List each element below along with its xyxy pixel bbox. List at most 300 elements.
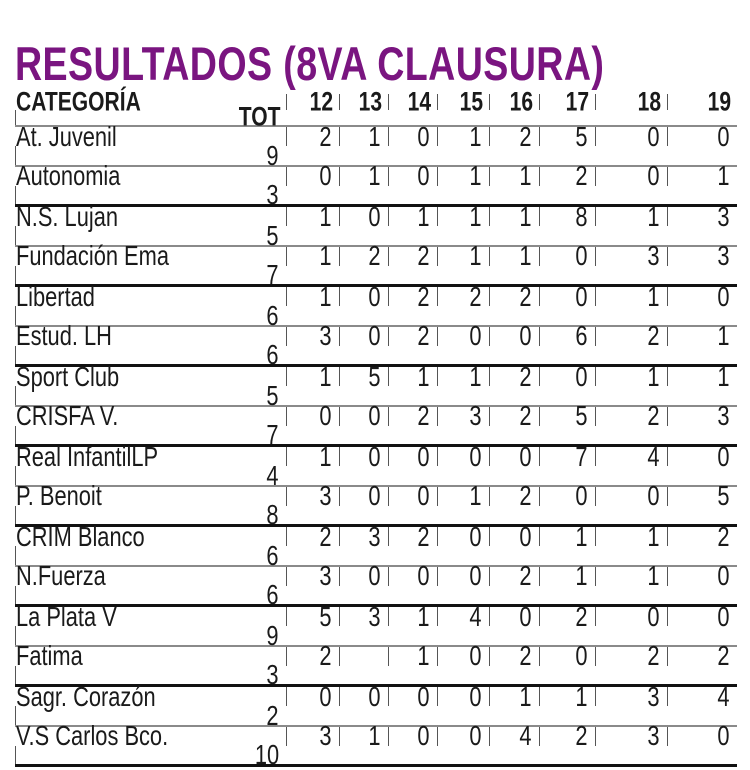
score-cell [286, 600, 339, 632]
score-cell-text: 3 [368, 600, 381, 632]
total-cell-text: 3 [266, 658, 279, 690]
team-name-text: N.Fuerza [16, 560, 106, 592]
score-cell [595, 600, 667, 632]
score-cell-text: 2 [319, 640, 332, 672]
team-name [15, 400, 286, 432]
team-name-text: CRIM Blanco [16, 520, 145, 552]
score-cell [339, 520, 388, 552]
table-row [15, 600, 737, 651]
score-cell [539, 280, 595, 312]
score-cell-text: 1 [647, 560, 660, 592]
score-cell-text: 2 [417, 240, 430, 272]
score-cell-text: 2 [469, 280, 482, 312]
score-cell-text: 0 [319, 160, 332, 192]
score-cell [388, 640, 437, 672]
team-name-text: Sagr. Corazón [16, 680, 156, 712]
score-cell-text: 0 [519, 520, 532, 552]
score-cell [437, 240, 489, 272]
total-cell-text: 6 [266, 578, 279, 610]
score-cell [437, 200, 489, 232]
score-cell-text: 0 [717, 560, 730, 592]
total-cell-text: 5 [266, 219, 279, 251]
score-cell [489, 560, 539, 592]
team-name-text: Autonomia [16, 160, 121, 192]
score-cell-text: 0 [575, 480, 588, 512]
score-cell-text: 3 [717, 200, 730, 232]
score-cell-text: 7 [575, 440, 588, 472]
score-cell-text: 1 [575, 560, 588, 592]
header-col-17-text: 17 [565, 86, 589, 117]
score-cell [595, 360, 667, 392]
score-cell [667, 200, 737, 232]
score-cell [339, 280, 388, 312]
score-cell-text: 1 [519, 160, 532, 192]
header-col-15 [437, 86, 489, 117]
team-name-text: CRISFA V. [16, 400, 119, 432]
score-cell [388, 200, 437, 232]
score-cell-text: 3 [368, 520, 381, 552]
team-name [15, 360, 286, 392]
score-cell-text: 2 [647, 320, 660, 352]
score-cell-text: 1 [319, 280, 332, 312]
score-cell [667, 240, 737, 272]
score-cell [489, 120, 539, 152]
score-cell [539, 360, 595, 392]
team-name [15, 480, 286, 512]
team-name-text: P. Benoit [16, 480, 102, 512]
score-cell [489, 240, 539, 272]
header-col-17 [539, 86, 595, 117]
header-col-16 [489, 86, 539, 117]
score-cell [489, 280, 539, 312]
score-cell-text: 2 [519, 640, 532, 672]
score-cell [595, 680, 667, 712]
score-cell-text: 0 [368, 280, 381, 312]
score-cell [286, 240, 339, 272]
score-cell [388, 720, 437, 752]
team-name-text: Sport Club [16, 360, 120, 392]
score-cell [595, 160, 667, 192]
score-cell-text: 1 [469, 160, 482, 192]
score-cell-text: 0 [319, 680, 332, 712]
score-cell-text: 2 [368, 240, 381, 272]
score-cell-text: 1 [717, 320, 730, 352]
score-cell [595, 560, 667, 592]
score-cell [286, 120, 339, 152]
score-cell-text: 3 [717, 240, 730, 272]
header-col-13-text: 13 [358, 86, 382, 117]
score-cell [667, 320, 737, 352]
score-cell-text: 2 [417, 320, 430, 352]
score-cell-text: 1 [368, 120, 381, 152]
score-cell-text: 2 [319, 120, 332, 152]
team-name-text: La Plata V [16, 600, 117, 632]
team-name [15, 440, 286, 472]
total-cell-text: 7 [266, 258, 279, 290]
score-cell-text: 3 [647, 720, 660, 752]
score-cell [489, 600, 539, 632]
score-cell [286, 400, 339, 432]
score-cell [388, 320, 437, 352]
score-cell [388, 360, 437, 392]
score-cell-text: 5 [319, 600, 332, 632]
header-col-13 [339, 86, 388, 117]
score-cell-text: 0 [368, 680, 381, 712]
header-category-text: CATEGORÍA [16, 86, 141, 117]
score-cell [489, 320, 539, 352]
score-cell [667, 600, 737, 632]
score-cell [667, 720, 737, 752]
score-cell [489, 400, 539, 432]
score-cell-text: 0 [519, 320, 532, 352]
score-cell-text: 3 [319, 480, 332, 512]
score-cell [595, 520, 667, 552]
score-cell-text: 2 [519, 400, 532, 432]
score-cell [437, 440, 489, 472]
total-cell-text: 9 [266, 139, 279, 171]
score-cell [539, 440, 595, 472]
score-cell-text: 0 [717, 280, 730, 312]
score-cell [388, 560, 437, 592]
score-cell [339, 600, 388, 632]
score-cell [339, 160, 388, 192]
score-cell [667, 560, 737, 592]
score-cell-text: 0 [717, 600, 730, 632]
score-cell [539, 320, 595, 352]
header-col-TOT-text: TOT [238, 101, 280, 132]
score-cell-text: 0 [519, 440, 532, 472]
score-cell-text: 0 [368, 480, 381, 512]
score-cell [339, 440, 388, 472]
total-cell-text: 6 [266, 299, 279, 331]
score-cell-text: 1 [319, 360, 332, 392]
score-cell [595, 200, 667, 232]
score-cell-text: 1 [417, 200, 430, 232]
score-cell-text: 0 [575, 640, 588, 672]
score-cell-text: 0 [368, 400, 381, 432]
score-cell-text: 3 [717, 400, 730, 432]
score-cell [339, 480, 388, 512]
total-cell-text: 6 [266, 539, 279, 571]
score-cell-text: 5 [575, 400, 588, 432]
header-col-19-text: 19 [707, 86, 731, 117]
score-cell [388, 480, 437, 512]
score-cell [667, 680, 737, 712]
score-cell-text: 0 [417, 160, 430, 192]
score-cell [339, 560, 388, 592]
score-cell-text: 4 [519, 720, 532, 752]
score-cell [595, 640, 667, 672]
score-cell [437, 120, 489, 152]
score-cell [539, 640, 595, 672]
score-cell-text: 1 [417, 360, 430, 392]
results-table [15, 86, 737, 770]
score-cell [437, 280, 489, 312]
score-cell-text: 1 [469, 200, 482, 232]
score-cell [339, 240, 388, 272]
score-cell [388, 680, 437, 712]
score-cell-text: 0 [717, 120, 730, 152]
score-cell [667, 360, 737, 392]
team-name-text: Real InfantilLP [16, 440, 159, 472]
score-cell [437, 400, 489, 432]
score-cell [437, 160, 489, 192]
score-cell [437, 480, 489, 512]
score-cell [286, 720, 339, 752]
score-cell [388, 400, 437, 432]
total-cell-text: 6 [266, 338, 279, 370]
header-col-18 [595, 86, 667, 117]
score-cell-text: 0 [647, 480, 660, 512]
score-cell-text: 1 [647, 520, 660, 552]
score-cell [489, 680, 539, 712]
score-cell [286, 480, 339, 512]
score-cell-text: 2 [519, 280, 532, 312]
team-name [15, 160, 286, 192]
score-cell [667, 520, 737, 552]
score-cell-text: 2 [417, 280, 430, 312]
score-cell-text: 0 [647, 600, 660, 632]
score-cell-text: 2 [575, 720, 588, 752]
score-cell-text: 0 [575, 360, 588, 392]
score-cell [286, 520, 339, 552]
score-cell-text: 2 [575, 600, 588, 632]
team-name [15, 240, 286, 272]
score-cell [595, 240, 667, 272]
score-cell-text: 0 [417, 440, 430, 472]
score-cell-text: 0 [469, 320, 482, 352]
team-name-text: Estud. LH [16, 320, 112, 352]
team-name [15, 320, 286, 352]
score-cell-text: 5 [368, 360, 381, 392]
score-cell-text: 3 [319, 560, 332, 592]
score-cell-text: 2 [519, 560, 532, 592]
score-cell-text: 2 [417, 520, 430, 552]
score-cell-text: 0 [469, 520, 482, 552]
total-cell-text: 7 [266, 418, 279, 450]
team-name [15, 600, 286, 632]
score-cell-text: 1 [717, 160, 730, 192]
score-cell [539, 680, 595, 712]
score-cell-text: 1 [417, 600, 430, 632]
score-cell [437, 640, 489, 672]
score-cell-text: 1 [647, 360, 660, 392]
score-cell [437, 680, 489, 712]
header-col-12-text: 12 [309, 86, 333, 117]
score-cell [286, 640, 339, 672]
score-cell [388, 160, 437, 192]
score-cell [539, 240, 595, 272]
score-cell [539, 600, 595, 632]
score-cell [339, 200, 388, 232]
score-cell [595, 480, 667, 512]
team-name-text: Fundación Ema [16, 240, 169, 272]
score-cell-text: 1 [368, 160, 381, 192]
score-cell [339, 120, 388, 152]
score-cell-text: 1 [469, 120, 482, 152]
score-cell [388, 240, 437, 272]
score-cell [595, 320, 667, 352]
score-cell [339, 320, 388, 352]
score-cell [489, 640, 539, 672]
score-cell-text: 0 [519, 600, 532, 632]
score-cell-text: 3 [319, 720, 332, 752]
score-cell-text: 3 [647, 680, 660, 712]
score-cell-text: 2 [519, 120, 532, 152]
score-cell [489, 480, 539, 512]
score-cell-text: 2 [647, 400, 660, 432]
score-cell-text: 8 [575, 200, 588, 232]
score-cell [539, 480, 595, 512]
score-cell-text: 0 [469, 440, 482, 472]
score-cell-text: 0 [319, 400, 332, 432]
header-col-19 [667, 86, 737, 117]
team-name-text: N.S. Lujan [16, 200, 118, 232]
team-name [15, 640, 286, 672]
score-cell-text: 0 [717, 720, 730, 752]
score-cell-text: 0 [469, 640, 482, 672]
score-cell [667, 160, 737, 192]
score-cell [539, 400, 595, 432]
score-cell-text: 1 [368, 720, 381, 752]
score-cell-text: 1 [519, 200, 532, 232]
team-name [15, 520, 286, 552]
score-cell-text: 1 [647, 200, 660, 232]
score-cell [286, 560, 339, 592]
score-cell-text: 0 [368, 560, 381, 592]
page-title: RESULTADOS (8VA CLAUSURA) [15, 37, 605, 90]
score-cell [667, 440, 737, 472]
score-cell-text: 3 [319, 320, 332, 352]
score-cell [339, 647, 388, 666]
team-name [15, 200, 286, 232]
score-cell-text: 0 [647, 120, 660, 152]
score-cell [489, 160, 539, 192]
score-cell [667, 400, 737, 432]
score-cell-text: 0 [469, 680, 482, 712]
score-cell [489, 360, 539, 392]
score-cell [286, 200, 339, 232]
team-name [15, 720, 286, 752]
score-cell-text: 5 [717, 480, 730, 512]
score-cell-text: 0 [469, 720, 482, 752]
score-cell-text: 1 [519, 680, 532, 712]
score-cell-text: 1 [469, 360, 482, 392]
header-col-12 [286, 86, 339, 117]
score-cell-text: 2 [717, 640, 730, 672]
score-cell [539, 200, 595, 232]
score-cell-text: 3 [469, 400, 482, 432]
header-col-18-text: 18 [637, 86, 661, 117]
score-cell-text: 2 [717, 520, 730, 552]
score-cell-text: 2 [575, 160, 588, 192]
score-cell [437, 320, 489, 352]
team-name [15, 560, 286, 592]
header-col-14 [388, 86, 437, 117]
score-cell-text: 4 [717, 680, 730, 712]
header-col-16-text: 16 [509, 86, 533, 117]
score-cell-text: 1 [319, 240, 332, 272]
score-cell [437, 360, 489, 392]
score-cell-text: 1 [319, 200, 332, 232]
score-cell-text: 0 [368, 440, 381, 472]
score-cell [286, 160, 339, 192]
score-cell [489, 720, 539, 752]
score-cell [286, 680, 339, 712]
score-cell-text: 2 [319, 520, 332, 552]
score-cell [286, 280, 339, 312]
score-cell [539, 560, 595, 592]
score-cell [388, 280, 437, 312]
score-cell [667, 120, 737, 152]
score-cell-text: 0 [575, 280, 588, 312]
score-cell-text: 0 [717, 440, 730, 472]
score-cell [595, 280, 667, 312]
score-cell-text: 5 [575, 120, 588, 152]
score-cell-text: 1 [717, 360, 730, 392]
score-cell-text: 0 [417, 720, 430, 752]
score-cell [667, 480, 737, 512]
table-row [15, 720, 737, 770]
score-cell [339, 360, 388, 392]
score-cell-text: 4 [469, 600, 482, 632]
score-cell [489, 440, 539, 472]
score-cell [286, 320, 339, 352]
score-cell [539, 520, 595, 552]
score-cell [489, 200, 539, 232]
score-cell-text: 0 [417, 480, 430, 512]
team-name-text: Fatima [16, 640, 83, 672]
score-cell-text: 4 [647, 440, 660, 472]
score-cell-text: 1 [647, 280, 660, 312]
score-cell [595, 720, 667, 752]
score-cell [286, 360, 339, 392]
score-cell-text: 0 [417, 120, 430, 152]
score-cell [437, 560, 489, 592]
score-cell [595, 120, 667, 152]
total-cell-text: 10 [254, 738, 279, 770]
score-cell [339, 400, 388, 432]
score-cell [339, 720, 388, 752]
score-cell-text: 0 [368, 200, 381, 232]
score-cell-text: 0 [368, 320, 381, 352]
score-cell-text: 6 [575, 320, 588, 352]
score-cell-text: 0 [575, 240, 588, 272]
score-cell-text: 2 [417, 400, 430, 432]
score-cell-text: 0 [417, 680, 430, 712]
score-cell-text: 1 [417, 640, 430, 672]
team-name-text: V.S Carlos Bco. [16, 720, 169, 752]
total-cell [15, 738, 286, 770]
score-cell [339, 680, 388, 712]
score-cell [388, 120, 437, 152]
score-cell [539, 720, 595, 752]
score-cell-text: 0 [469, 560, 482, 592]
score-cell [388, 600, 437, 632]
score-cell [667, 280, 737, 312]
score-cell-text: 2 [647, 640, 660, 672]
team-name-text: At. Juvenil [16, 120, 117, 152]
score-cell [388, 520, 437, 552]
score-cell [539, 160, 595, 192]
total-cell-text: 8 [266, 498, 279, 530]
score-cell [437, 600, 489, 632]
score-cell-text: 0 [647, 160, 660, 192]
score-cell [595, 440, 667, 472]
score-cell [286, 440, 339, 472]
score-cell-text: 2 [519, 480, 532, 512]
header-col-14-text: 14 [407, 86, 431, 117]
